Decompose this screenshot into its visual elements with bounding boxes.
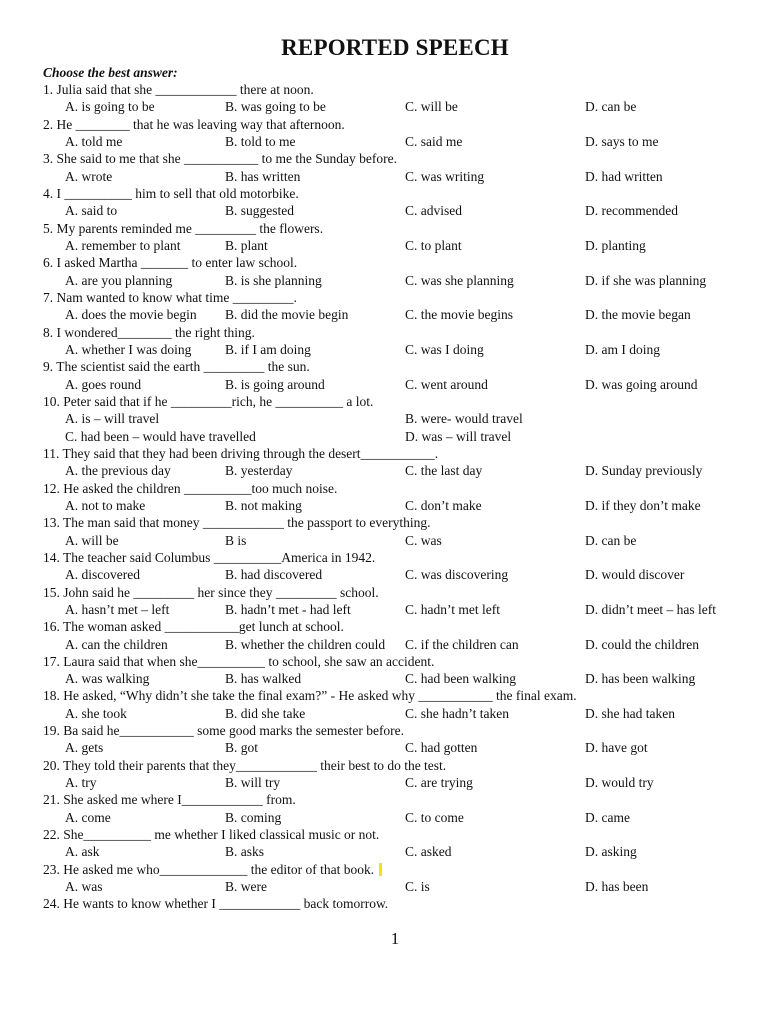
question-text [43,393,763,410]
question-list [43,81,763,913]
answer-option: D. if they don’t make [585,497,701,513]
options-row [43,670,763,687]
question-stem: 13. The man said that money ____________ the passport to everything. [43,515,431,531]
question-text [43,324,763,341]
answer-option: D. planting [585,237,646,253]
answer-option: C. advised [405,203,462,219]
answer-option: A. she took [65,705,127,721]
answer-option: D. am I doing [585,341,660,357]
answer-option: A. said to [65,203,118,219]
answer-option: D. asking [585,844,637,860]
question-text [43,549,763,566]
answer-option: C. went around [405,376,488,392]
question-text [43,861,763,878]
answer-option: B. has written [225,168,301,184]
answer-option: B. were- would travel [405,411,523,427]
answer-option: D. says to me [585,133,659,149]
answer-option: B. was going to be [225,99,326,115]
page-title: REPORTED SPEECH [281,35,509,60]
answer-option: C. was she planning [405,272,514,288]
options-row [43,202,763,219]
question-stem: 24. He wants to know whether I ____________ back tomorrow. [43,896,389,912]
answer-option: D. Sunday previously [585,463,703,479]
answer-option: A. remember to plant [65,237,181,253]
question-stem: 4. I __________ him to sell that old motorbike. [43,185,299,201]
options-row [43,462,763,479]
answer-option: B. if I am doing [225,341,311,357]
options-row [43,809,763,826]
options-row [43,237,763,254]
answer-option: C. to come [405,809,464,825]
question-stem: 19. Ba said he___________ some good marks the semester before. [43,723,405,739]
answer-option: A. come [65,809,111,825]
answer-option: B. is she planning [225,272,322,288]
answer-option: D. was – will travel [405,428,512,444]
answer-option: C. had gotten [405,740,478,756]
answer-option: C. the last day [405,463,483,479]
answer-option: A. can the children [65,636,168,652]
answer-option: C. was [405,532,442,548]
answer-option: A. told me [65,133,123,149]
answer-option: D. can be [585,99,637,115]
answer-option: A. goes round [65,376,142,392]
options-row [43,843,763,860]
options-row [43,878,763,895]
answer-option: D. didn’t meet – has left [585,601,716,617]
answer-option: D. has been walking [585,671,696,687]
answer-option: C. was writing [405,168,485,184]
answer-option: B. has walked [225,671,302,687]
answer-option: A. is going to be [65,99,155,115]
answer-option: A. was walking [65,671,150,687]
instruction-text: Choose the best answer: [43,65,178,80]
question-stem: 14. The teacher said Columbus __________America in 1942. [43,549,376,565]
answer-option: B. yesterday [225,463,293,479]
answer-option: C. to plant [405,237,462,253]
question-stem: 7. Nam wanted to know what time _________. [43,289,297,305]
answer-option: D. have got [585,740,648,756]
answer-option: C. said me [405,133,463,149]
answer-option: B. hadn’t met - had left [225,601,351,617]
question-stem: 10. Peter said that if he _________rich, he __________ a lot. [43,393,374,409]
question-stem: 11. They said that they had been driving through the desert___________. [43,445,439,461]
answer-option: A. was [65,879,103,895]
question-text [43,514,763,531]
question-text [43,687,763,704]
answer-option: C. don’t make [405,497,482,513]
answer-option: B. whether the children could [225,636,386,652]
answer-option: C. was I doing [405,341,484,357]
answer-option: A. are you planning [65,272,173,288]
options-row [43,428,763,445]
answer-option: D. had written [585,168,663,184]
answer-option: B. got [225,740,259,756]
answer-option: C. if the children can [405,636,519,652]
answer-option: B is [225,532,247,548]
question-text [43,185,763,202]
question-stem: 3. She said to me that she ___________ to me the Sunday before. [43,151,397,167]
options-row [43,168,763,185]
question-stem: 1. Julia said that she ____________ there at noon. [43,82,314,97]
question-text [43,480,763,497]
highlight-mark [379,863,382,876]
options-row [43,98,763,115]
question-stem: 20. They told their parents that they____________ their best to do the test. [43,757,447,773]
options-row [43,272,763,289]
answer-option: B. had discovered [225,567,323,583]
answer-option: B. is going around [225,376,325,392]
question-text [43,584,763,601]
answer-option: B. will try [225,775,281,791]
question-text [43,116,763,133]
question-stem: 9. The scientist said the earth _________ the sun. [43,359,310,375]
answer-option: B. suggested [225,203,294,219]
answer-option: C. is [405,879,430,895]
options-row [43,739,763,756]
answer-option: A. does the movie begin [65,307,197,323]
question-stem: 8. I wondered________ the right thing. [43,324,255,340]
question-text [43,722,763,739]
options-row [43,341,763,358]
answer-option: D. recommended [585,203,678,219]
answer-option: A. the previous day [65,463,171,479]
answer-option: B. not making [225,497,302,513]
answer-option: C. are trying [405,775,473,791]
answer-option: C. hadn’t met left [405,601,500,617]
answer-option: D. the movie began [585,307,691,323]
question-text [43,618,763,635]
question-text [43,289,763,306]
options-row [43,705,763,722]
answer-option: C. will be [405,99,458,115]
options-row [43,774,763,791]
answer-option: B. coming [225,809,282,825]
question-text [43,150,763,167]
answer-option: C. asked [405,844,452,860]
options-row [43,133,763,150]
options-row [43,410,763,427]
answer-option: B. asks [225,844,265,860]
question-text [43,220,763,237]
question-stem: 12. He asked the children __________too much noise. [43,480,338,496]
answer-option: B. plant [225,237,268,253]
options-row [43,376,763,393]
answer-option: D. could the children [585,636,699,652]
options-row [43,532,763,549]
question-stem: 22. She__________ me whether I liked classical music or not. [43,827,380,843]
question-text [43,358,763,375]
answer-option: A. try [65,775,97,791]
answer-option: D. was going around [585,376,698,392]
question-stem: 6. I asked Martha _______ to enter law school. [43,255,298,271]
answer-option: C. was discovering [405,567,509,583]
answer-option: D. came [585,809,630,825]
answer-option: C. she hadn’t taken [405,705,509,721]
question-text [43,791,763,808]
question-stem: 17. Laura said that when she__________ to school, she saw an accident. [43,653,435,669]
question-stem: 5. My parents reminded me _________ the flowers. [43,220,324,236]
question-text [43,826,763,843]
answer-option: A. is – will travel [65,411,160,427]
question-stem: 16. The woman asked ___________get lunch at school. [43,619,344,635]
options-row [43,566,763,583]
question-text [43,653,763,670]
answer-option: A. not to make [65,497,146,513]
answer-option: A. discovered [65,567,140,583]
answer-option: B. told to me [225,133,296,149]
answer-option: A. gets [65,740,104,756]
question-text [43,757,763,774]
question-text [43,81,763,98]
answer-option: D. can be [585,532,637,548]
answer-option: D. she had taken [585,705,675,721]
question-stem: 21. She asked me where I____________ from. [43,792,296,808]
answer-option: B. were [225,879,267,895]
question-stem: 18. He asked, “Why didn’t she take the final exam?” - He asked why ___________ the final exam. [43,688,577,704]
options-row [43,636,763,653]
question-stem: 23. He asked me who_____________ the editor of that book. [43,861,375,877]
answer-option: D. would discover [585,567,685,583]
options-row [43,497,763,514]
answer-option: A. wrote [65,168,113,184]
answer-option: C. the movie begins [405,307,513,323]
answer-option: B. did the movie begin [225,307,349,323]
answer-option: D. has been [585,879,649,895]
question-text [43,254,763,271]
answer-option: A. will be [65,532,119,548]
question-text [43,445,763,462]
page-number: 1 [390,929,400,948]
options-row [43,306,763,323]
question-text [43,895,763,912]
question-stem: 2. He ________ that he was leaving way that afternoon. [43,116,345,132]
answer-option: A. whether I was doing [65,341,192,357]
answer-option: A. hasn’t met – left [65,601,170,617]
answer-option: D. if she was planning [585,272,707,288]
answer-option: B. did she take [225,705,306,721]
answer-option: C. had been walking [405,671,516,687]
options-row [43,601,763,618]
answer-option: D. would try [585,775,654,791]
answer-option: C. had been – would have travelled [65,428,256,444]
answer-option: A. ask [65,844,100,860]
question-stem: 15. John said he _________ her since they _________ school. [43,584,379,600]
